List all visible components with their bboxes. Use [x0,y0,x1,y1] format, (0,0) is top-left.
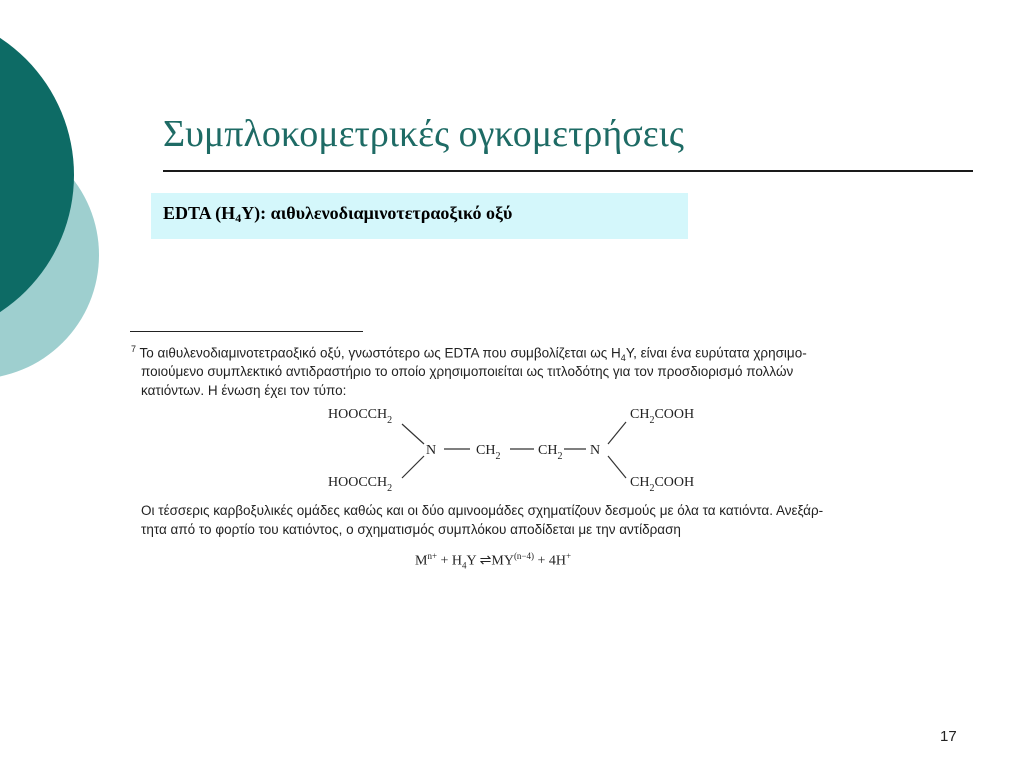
reaction-h-sub: 4 [462,560,467,571]
reaction-equation [415,551,571,570]
footnote-line-3: κατιόντων. Η ένωση έχει τον τύπο: [141,383,347,398]
footnote-line-1 [131,344,807,363]
formula-n-left: N [426,443,437,458]
reaction-plus-h: + H [437,553,463,569]
reaction-my: MY [491,553,514,569]
title-divider [163,170,973,172]
decorative-circles [0,0,120,420]
footnote-line-5: τητα από το φορτίο του κατιόντος, ο σχηματισμός συμπλόκου αποδίδεται με την αντίδραση [141,522,681,537]
edta-definition-box [151,193,688,239]
edta-prefix: EDTA (H [163,203,236,223]
footnote-line-1-sub: 4 [620,353,626,364]
equilibrium-arrow-icon: ⇌ [479,553,492,569]
reaction-m-charge: n+ [427,551,438,561]
reaction-m: M [415,553,428,569]
footnote-line-2: ποιούμενο συμπλεκτικό αντιδραστήριο το οποίο χρησιμοποιείται ως τιτλοδότης για τον προσδιορισμό πολλών [141,364,794,379]
footnote-divider [130,331,363,332]
formula-top-right: $CH_2COOH$ [630,407,695,426]
formula-ch2-2: $CH_2$ [538,443,563,462]
formula-bottom-right: $CH_2COOH$ [630,475,695,494]
reaction-y: Y [466,553,477,569]
reaction-rest: + 4H [534,553,567,569]
footnote-line-1b: Y, είναι ένα ευρύτατα χρησιμο- [625,345,807,361]
edta-rest: Y): αιθυλενοδιαμινοτετραοξικό οξύ [241,203,513,223]
formula-top-left: $HOOCCH_2$ [328,407,393,426]
edta-subscript: 4 [235,211,242,225]
reaction-my-charge: (n−4) [513,551,535,561]
footnote-line-4: Οι τέσσερις καρβοξυλικές ομάδες καθώς και οι δύο αμινοομάδες σχηματίζουν δεσμούς με όλα τα κατιόντα. Ανεξάρ- [141,503,824,518]
formula-ch2-1: $CH_2$ [476,443,501,462]
formula-bottom-left: $HOOCCH_2$ [328,475,393,494]
page-number: 17 [940,728,957,745]
footnote-marker: 7 [131,344,137,354]
slide-title: Συμπλοκομετρικές ογκομετρήσεις [163,113,684,155]
edta-structural-formula [320,398,710,498]
formula-n-right: N [590,443,601,458]
reaction-h-charge: + [566,551,572,561]
footnote-line-1a: Το αιθυλενοδιαμινοτετραοξικό οξύ, γνωστότερο ως EDTA που συμβολίζεται ως H [139,345,621,361]
